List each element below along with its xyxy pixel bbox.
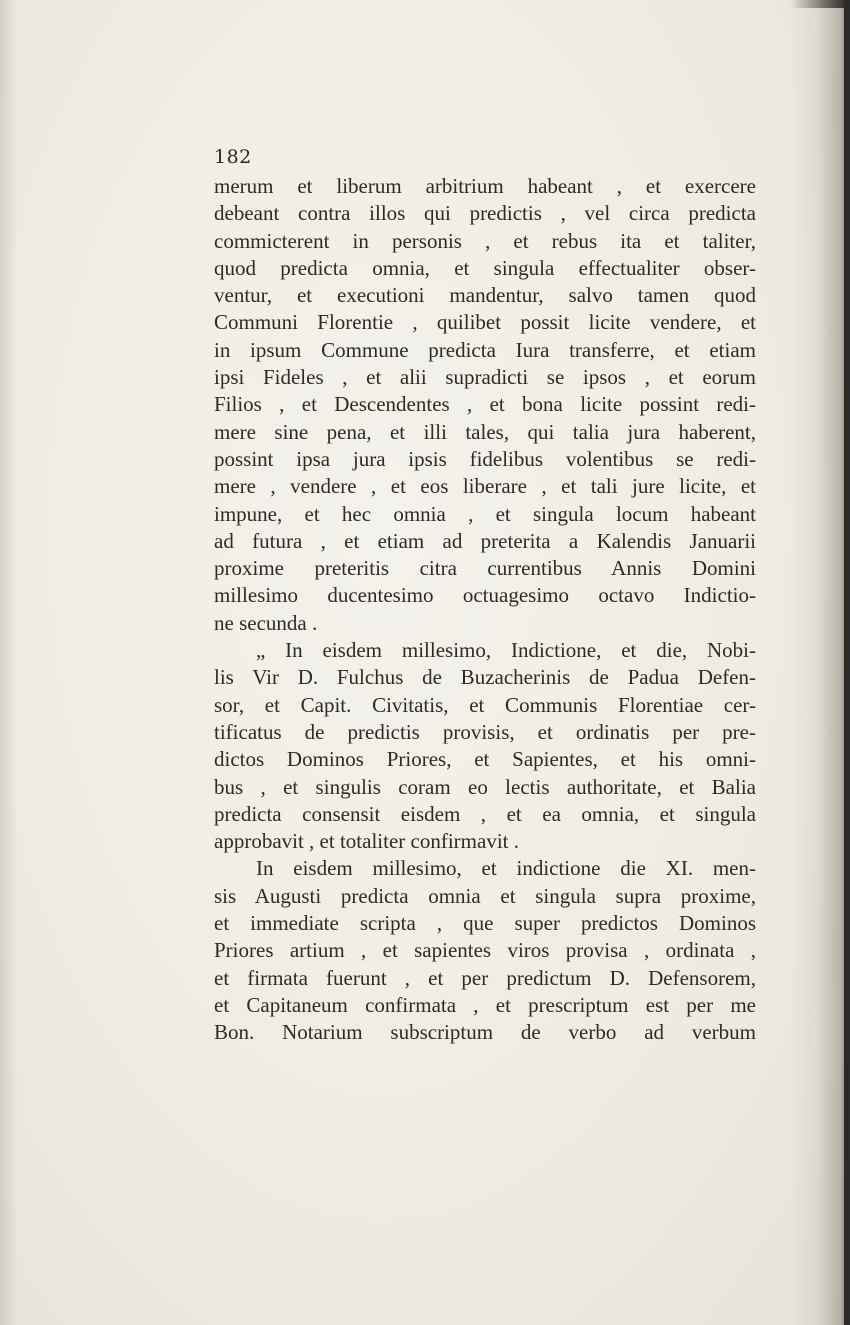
text-line: merum et liberum arbitrium habeant , et exercere: [214, 174, 756, 198]
text-line: Bon. Notarium subscriptum de verbo ad verbum: [214, 1020, 756, 1045]
text-line: In eisdem millesimo, et indictione die XI. men-: [256, 856, 756, 881]
text-line: „ In eisdem millesimo, Indictione, et die, Nobi-: [256, 638, 756, 663]
text-line: commicterent in personis , et rebus ita et taliter,: [214, 228, 756, 253]
text-line: et firmata fuerunt , et per predictum D. Defensorem,: [214, 965, 756, 990]
text-line: sis Augusti predicta omnia et singula supra proxime,: [214, 883, 756, 908]
text-line: approbavit , et totaliter confirmavit .: [214, 829, 519, 854]
text-line: debeant contra illos qui predictis , vel circa predicta: [214, 201, 756, 226]
page-edge: [844, 0, 850, 1325]
text-line: ad futura , et etiam ad preterita a Kalendis Januarii: [214, 528, 756, 553]
text-line: et immediate scripta , que super predictos Dominos: [214, 911, 756, 936]
text-line: mere sine pena, et illi tales, qui talia jura haberent,: [214, 419, 756, 444]
paragraph-3: [214, 855, 756, 1046]
text-line: proxime preteritis citra currentibus Annis Domini: [214, 556, 756, 581]
text-line: tificatus de predictis provisis, et ordinatis per pre-: [214, 719, 756, 744]
text-line: Communi Florentie , quilibet possit licite vendere, et: [214, 310, 756, 335]
text-line: ipsi Fideles , et alii supradicti se ipsos , et eorum: [214, 365, 756, 390]
text-line: ne secunda .: [214, 610, 318, 635]
text-line: et Capitaneum confirmata , et prescriptum est per me: [214, 992, 756, 1017]
text-line: Filios , et Descendentes , et bona licite possint redi-: [214, 392, 756, 417]
text-line: ventur, et executioni mandentur, salvo tamen quod: [214, 283, 756, 308]
text-line: quod predicta omnia, et singula effectualiter obser-: [214, 255, 756, 280]
text-line: lis Vir D. Fulchus de Buzacherinis de Padua Defen-: [214, 665, 756, 690]
text-line: in ipsum Commune predicta Iura transferre, et etiam: [214, 337, 756, 362]
body-text: [214, 173, 756, 1047]
text-line: Priores artium , et sapientes viros provisa , ordinata ,: [214, 938, 756, 963]
gutter-shadow: [0, 0, 18, 1325]
text-line: dictos Dominos Priores, et Sapientes, et his omni-: [214, 747, 756, 772]
text-line: predicta consensit eisdem , et ea omnia, et singula: [214, 801, 756, 826]
page-number: 182: [214, 146, 252, 168]
text-line: bus , et singulis coram eo lectis authoritate, et Balia: [214, 774, 756, 799]
text-line: impune, et hec omnia , et singula locum habeant: [214, 501, 756, 526]
text-line: possint ipsa jura ipsis fidelibus volentibus se redi-: [214, 446, 756, 471]
text-line: millesimo ducentesimo octuagesimo octavo Indictio-: [214, 583, 756, 608]
text-line: sor, et Capit. Civitatis, et Communis Florentiae cer-: [214, 692, 756, 717]
paragraph-1: [214, 173, 756, 637]
paragraph-2: [214, 637, 756, 855]
page-corner-shadow: [790, 0, 850, 8]
text-line: mere , vendere , et eos liberare , et tali jure licite, et: [214, 474, 756, 499]
page-edge-shadow: [790, 0, 850, 1325]
